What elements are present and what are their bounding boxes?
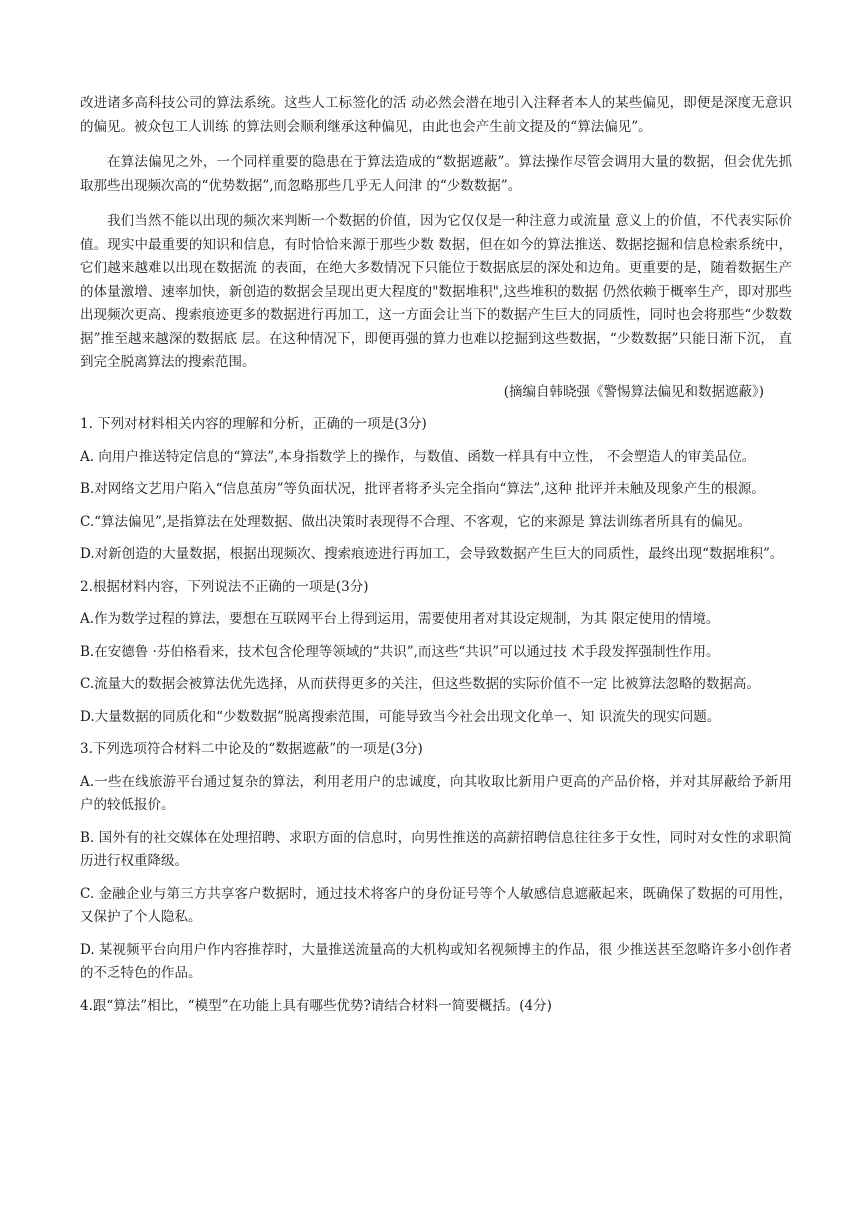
option-c: C. 金融企业与第三方共享客户数据时，通过技术将客户的身份证号等个人敏感信息遮蔽起来，既确保了数据的可用性，又保护了个人隐私。 <box>80 885 792 925</box>
option-c: C.流量大的数据会被算法优先选择，从而获得更多的关注，但这些数据的实际价值不一定 比被算法忽略的数据高。 <box>80 676 760 692</box>
option-d: D.大量数据的同质化和“少数数据”脱离搜索范围，可能导致当今社会出现文化单一、知 识流失的现实问题。 <box>80 708 721 725</box>
question-stem: 3.下列选项符合材料二中论及的“数据遮蔽”的一项是(3分) <box>80 741 423 757</box>
question-stem: 4.跟“算法”相比，“模型”在功能上具有哪些优势?请结合材料一简要概括。(4分) <box>80 997 552 1014</box>
option-a: A.作为数学过程的算法，要想在互联网平台上得到运用，需要使用者对其设定规制，为其 限定使用的情境。 <box>80 611 720 627</box>
option-b: B.对网络文艺用户陷入“信息茧房”等负面状况，批评者将矛头完全指向“算法”,这种 批评并未触及现象产生的根源。 <box>80 481 765 497</box>
source-citation: (摘编自韩晓强《警惕算法偏见和数据遮蔽》) <box>503 383 764 400</box>
question-4 <box>80 995 792 1019</box>
question-2 <box>80 576 792 730</box>
question-stem: 1. 下列对材料相关内容的理解和分析，正确的一项是(3分) <box>80 416 427 432</box>
option-a: A.一些在线旅游平台通过复杂的算法，利用老用户的忠诚度，向其收取比新用户更高的产品价格，并对其屏蔽给予新用户的较低报价。 <box>80 773 792 813</box>
option-d: D.对新创造的大量数据，根据出现频次、搜索痕迹进行再加工，会导致数据产生巨大的同质性，最终出现“数据堆积”。 <box>80 546 784 562</box>
option-a: A. 向用户推送特定信息的“算法”,本身指数学上的操作，与数值、函数一样具有中立性， 不会塑造人的审美品位。 <box>80 448 756 465</box>
question-3 <box>80 738 792 986</box>
option-b: B. 国外有的社交媒体在处理招聘、求职方面的信息时，向男性推送的高薪招聘信息往往多于女性，同时对女性的求职简历进行权重降级。 <box>80 829 792 869</box>
paragraph-3: 我们当然不能以出现的频次来判断一个数据的价值，因为它仅仅是一种注意力或流量 意义上的价值，不代表实际价值。现实中最重要的知识和信息，有时恰恰来源于那些少数 数据，但在如今的算法推送、数据挖掘和信息检索系统中，它们越来越难以出现在数据流 的表面，在绝大多数情况下只能位于数据底层的深处和边角。更重要的是，随着数据生产 的体量激增、速率加快，新创造的数据会呈现出更大程度的"数据堆积",这些堆积的数据 仍然依赖于概率生产，即对那些出现频次更高、搜索痕迹更多的数据进行再加工，这一方面会让当下的数据产生巨大的同质性，同时也会将那些“少数数据”推至越来越深的数据底 层。在这种情况下，即便再强的算力也难以挖掘到这些数据，“少数数据”只能日渐下沉， 直到完全脱离算法的搜索范围。 <box>80 213 792 370</box>
option-d: D. 某视频平台向用户作内容推荐时，大量推送流量高的大机构或知名视频博主的作品，很 少推送甚至忽略许多小创作者的不乏特色的作品。 <box>80 941 792 981</box>
option-c: C.“算法偏见”,是指算法在处理数据、做出决策时表现得不合理、不客观，它的来源是 算法训练者所具有的偏见。 <box>80 513 752 530</box>
question-1 <box>80 413 792 567</box>
exam-page <box>80 92 792 1018</box>
option-b: B.在安德鲁 ·芬伯格看来，技术包含伦理等领域的“共识”,而这些“共识”可以通过技 术手段发挥强制性作用。 <box>80 643 720 660</box>
paragraph-2: 在算法偏见之外，一个同样重要的隐患在于算法造成的“数据遮蔽”。算法操作尽管会调用大量的数据，但会优先抓取那些出现频次高的“优势数据”,而忽略那些几乎无人问津 的“少数数据”。 <box>80 154 792 194</box>
question-stem: 2.根据材料内容，下列说法不正确的一项是(3分) <box>80 578 369 595</box>
paragraph-1: 改进诸多高科技公司的算法系统。这些人工标签化的活 动必然会潜在地引入注释者本人的某些偏见，即便是深度无意识的偏见。被众包工人训练 的算法则会顺利继承这种偏见，由此也会产生前文提及的“算法偏见”。 <box>80 95 792 135</box>
